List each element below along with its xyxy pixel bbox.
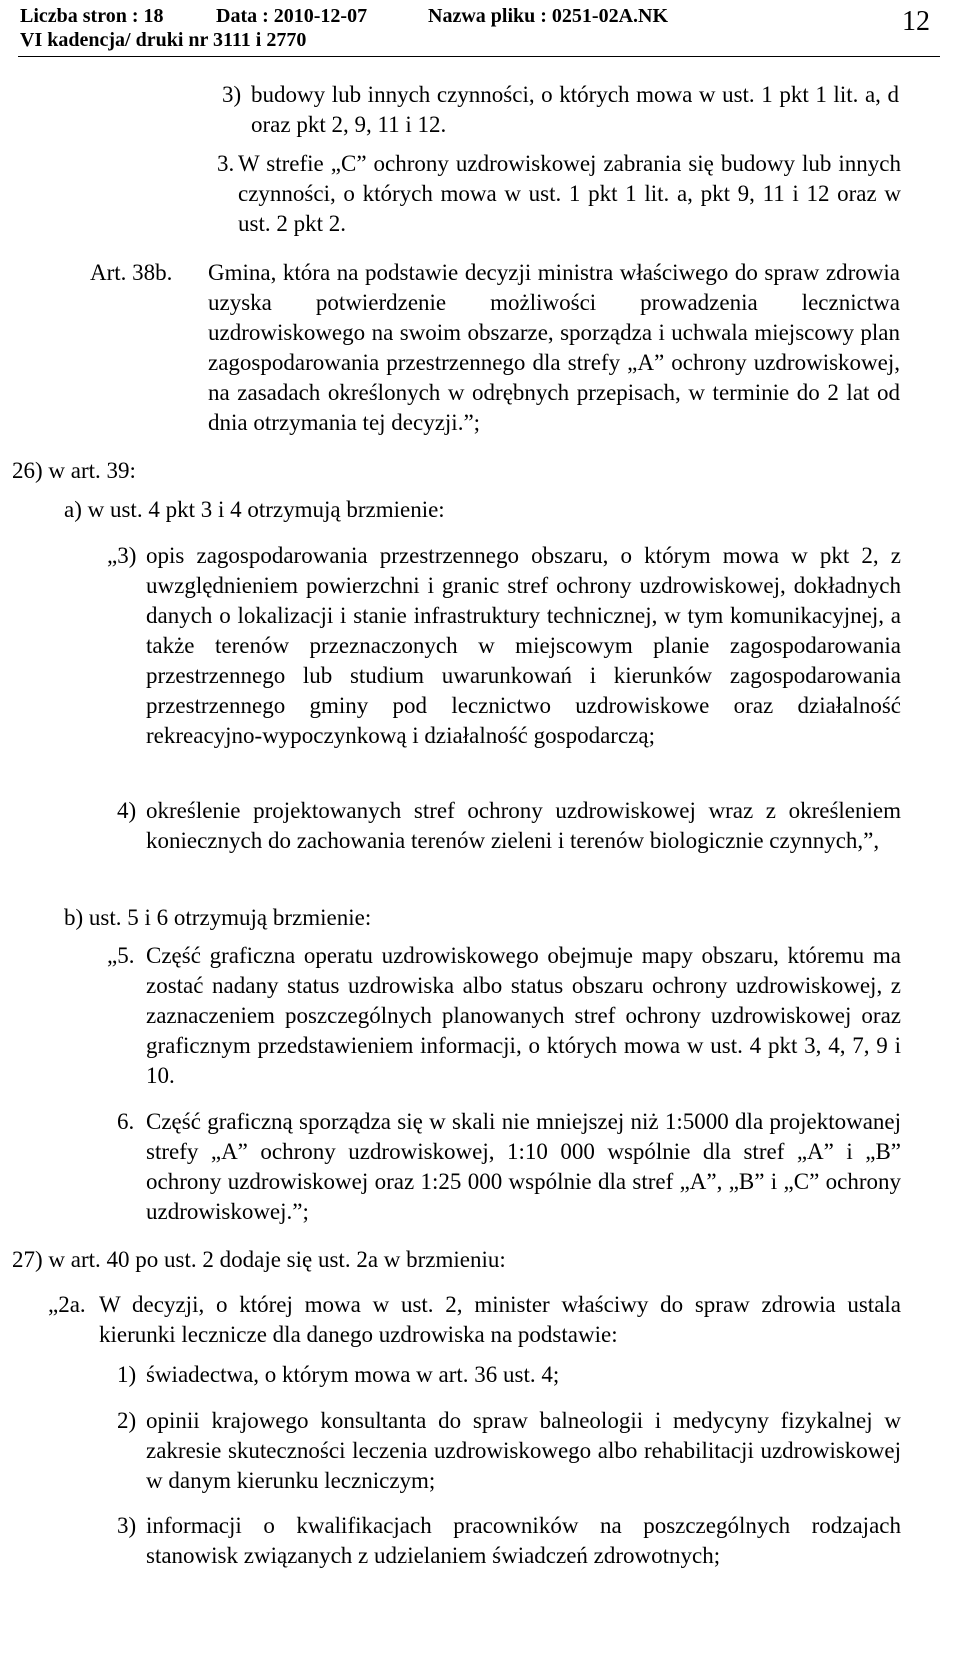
- cadence-info: VI kadencja/ druki nr 3111 i 2770: [20, 29, 307, 51]
- subitem-b-section-6-number: 6.: [117, 1109, 135, 1134]
- point-3-number: 3): [222, 82, 242, 107]
- article-38b-text: Gmina, która na podstawie decyzji ministra właściwego do spraw zdrowia uzyska potwierdzenie możliwości prowadzenia lecznictwa uzdrowiskowego na swoim obszarze, sporządza i uchwala miejscowy plan zagospodarowania przestrzennego dla strefy „A” ochrony uzdrowiskowej, na zasadach określonych w odrębnych przepisach, w terminie do 2 lat od dnia otrzymania tej decyzji.”;: [208, 260, 900, 435]
- header-divider: [18, 56, 940, 57]
- file-name: Nazwa pliku : 0251-02A.NK: [428, 5, 669, 27]
- section-2a-text: W decyzji, o której mowa w ust. 2, minister właściwy do spraw zdrowia ustala kierunki lecznicze dla danego uzdrowiska na podstawie:: [99, 1292, 901, 1347]
- document-date: Data : 2010-12-07: [216, 5, 368, 27]
- article-38b-label: Art. 38b.: [90, 260, 173, 285]
- point-3-text-content: budowy lub innych czynności, o których mowa w ust. 1 pkt 1 lit. a, d oraz pkt 2, 9, 11 i 12.: [251, 82, 899, 137]
- page-number: 12: [902, 6, 930, 37]
- item-27-label: 27) w art. 40 po ust. 2 dodaje się ust. 2a w brzmieniu:: [12, 1247, 506, 1272]
- subitem-a-point-3-number: „3): [107, 543, 137, 568]
- document-header: [20, 4, 668, 52]
- subitem-a-point-3-text: opis zagospodarowania przestrzennego obszaru, o którym mowa w pkt 2, z uwzględnieniem powierzchni i granic stref ochrony uzdrowiskowej, dokładnych danych o lokalizacji i stanie infrastruktury technicznej, w tym komunikacyjnej, a także terenów przeznaczonych w miejscowym planie zagospodarowania przestrzennego lub studium uwarunkowań i kierunków zagospodarowania przestrzennego gminy pod lecznictwo uzdrowiskowe oraz działalność rekreacyjno-wypoczynkową i działalność gospodarczą;: [146, 543, 901, 748]
- list-item-3-number: 3): [117, 1513, 137, 1538]
- subitem-a-point-4-number: 4): [117, 798, 137, 823]
- list-item-3-text: informacji o kwalifikacjach pracowników na poszczególnych rodzajach stanowisk związanych z udzielaniem świadczeń zdrowotnych;: [146, 1513, 901, 1568]
- section-3-text: W strefie „C” ochrony uzdrowiskowej zabrania się budowy lub innych czynności, o których mowa w ust. 1 pkt 1 lit. a, pkt 9, 11 i 12 oraz w ust. 2 pkt 2.: [238, 151, 901, 236]
- subitem-b-label: b) ust. 5 i 6 otrzymują brzmienie:: [64, 905, 372, 930]
- list-item-1-text: świadectwa, o którym mowa w art. 36 ust. 4;: [146, 1362, 560, 1387]
- list-item-1-number: 1): [117, 1362, 137, 1387]
- section-3-number: 3.: [217, 151, 235, 176]
- subitem-a-label: a) w ust. 4 pkt 3 i 4 otrzymują brzmienie:: [64, 497, 445, 522]
- subitem-a-point-4-text: określenie projektowanych stref ochrony uzdrowiskowej wraz z określeniem koniecznych do zachowania terenów zieleni i terenów biologicznie czynnych,”,: [146, 798, 901, 853]
- list-item-2-number: 2): [117, 1408, 137, 1433]
- subitem-b-section-6-text: Część graficzną sporządza się w skali nie mniejszej niż 1:5000 dla projektowanej strefy „A” ochrony uzdrowiskowej, 1:10 000 wspólnie dla stref „A” i „B” ochrony uzdrowiskowej oraz 1:25 000 wspólnie dla stref „A”, „B” i „C” ochrony uzdrowiskowej.”;: [146, 1109, 901, 1224]
- section-2a-number: „2a.: [48, 1292, 86, 1317]
- subitem-b-section-5-number: „5.: [107, 943, 135, 968]
- point-3-text: [251, 80, 899, 140]
- list-item-2-text: opinii krajowego konsultanta do spraw balneologii i medycyny fizykalnej w zakresie skuteczności leczenia uzdrowiskowego albo rehabilitacji uzdrowiskowej w danym kierunku leczniczym;: [146, 1408, 901, 1493]
- item-26-label: 26) w art. 39:: [12, 458, 136, 483]
- subitem-b-section-5-text: Część graficzna operatu uzdrowiskowego obejmuje mapy obszaru, któremu ma zostać nadany status uzdrowiska albo status obszaru ochrony uzdrowiskowej, z zaznaczeniem poszczególnych planowanych stref ochrony uzdrowiskowej oraz graficznym przedstawieniem informacji, o których mowa w ust. 4 pkt 3, 4, 7, 9 i 10.: [146, 943, 901, 1088]
- page-count: Liczba stron : 18: [20, 5, 164, 27]
